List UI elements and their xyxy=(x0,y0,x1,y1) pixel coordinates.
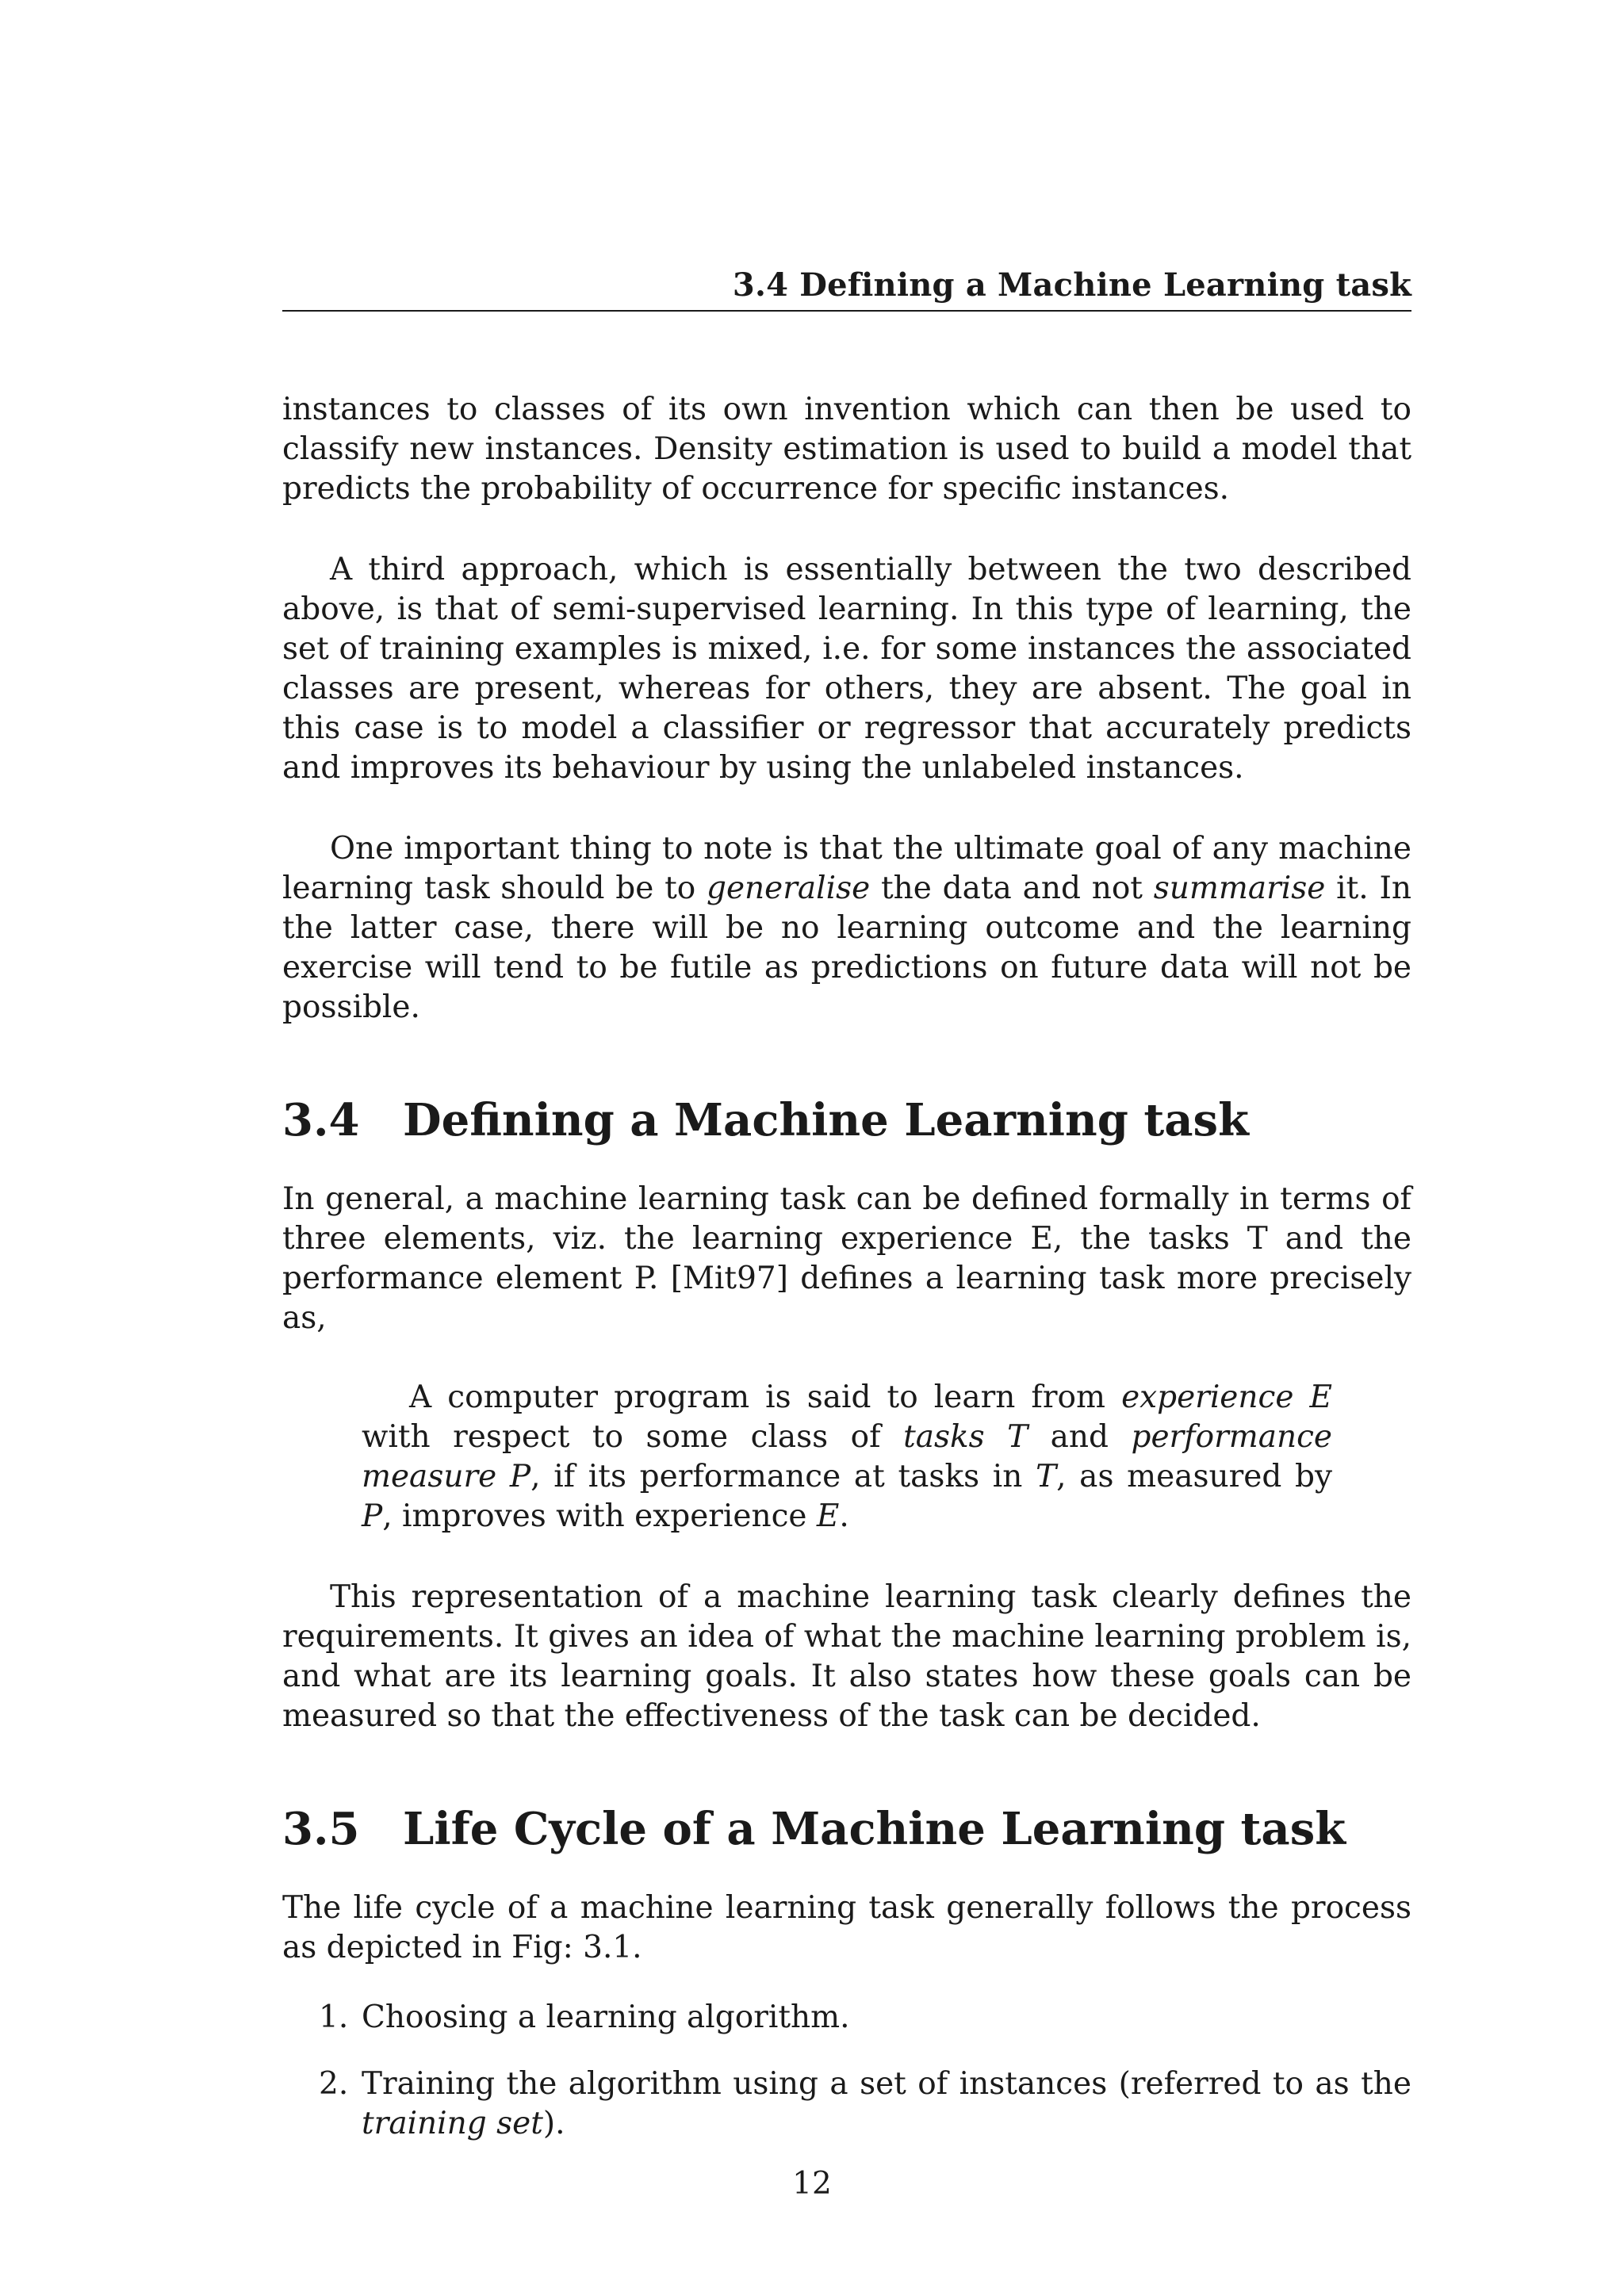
quote-part: with respect to some class of xyxy=(362,1419,904,1455)
section-3-5-intro: The life cycle of a machine learning task generally follows the process as depicted in Fig: 3.1. xyxy=(282,1890,1411,1965)
list-item-text: Choosing a learning algorithm. xyxy=(362,1999,850,2035)
section-3-4-after: This representation of a machine learning task clearly defines the requirements. It gives an idea of what the machine learning problem is, and what are its learning goals. It also states how these goals can be measured so that the effectiveness of the task can be decided. xyxy=(282,1579,1411,1734)
quote-part: and xyxy=(1028,1419,1132,1455)
quote-emphasis-p: P xyxy=(362,1498,383,1534)
emphasis-training-set: training set xyxy=(362,2106,543,2141)
list-item-text: Training the algorithm using a set of instances (referred to as the xyxy=(362,2066,1411,2102)
quote-emphasis-e: E xyxy=(816,1498,840,1534)
header-rule xyxy=(282,310,1411,312)
list-item-number: 2. xyxy=(319,2066,349,2102)
quote-emphasis-performance: performance measure P xyxy=(362,1419,1333,1494)
quote-part: , if its performance at tasks in xyxy=(530,1459,1036,1494)
list-item-text: ). xyxy=(542,2106,565,2141)
list-item xyxy=(282,2064,1411,2144)
section-title: Defining a Machine Learning task xyxy=(403,1094,1249,1146)
paragraph-3-part-c: it. In the latter case, there will be no learning outcome and the learning exercise will tend to be futile as predictions on future data will not be possible. xyxy=(282,871,1411,1025)
emphasis-generalise: generalise xyxy=(707,871,871,906)
quote-emphasis-t: T xyxy=(1036,1459,1057,1494)
page-body xyxy=(282,390,1411,2171)
quote-part: , improves with experience xyxy=(382,1498,817,1534)
running-header: 3.4 Defining a Machine Learning task xyxy=(732,266,1411,304)
section-3-4-intro: In general, a machine learning task can be defined formally in terms of three elements, viz. the learning experience E, the tasks T and the performance element P. [Mit97] defines a learning task more precisely as, xyxy=(282,1181,1411,1336)
section-heading-3-4 xyxy=(282,1093,1411,1148)
paragraph-2: A third approach, which is essentially between the two described above, is that of semi-supervised learning. In this type of learning, the set of training examples is mixed, i.e. for some instances the associated classes are present, whereas for others, they are absent. The goal in this case is to model a classifier or regressor that accurately predicts and improves its behaviour by using the unlabeled instances. xyxy=(282,552,1411,786)
quote-part: A computer program is said to learn from xyxy=(409,1380,1122,1415)
quote-part: , as measured by xyxy=(1056,1459,1332,1494)
section-number: 3.4 xyxy=(282,1094,360,1146)
list-item xyxy=(282,1998,1411,2038)
section-number: 3.5 xyxy=(282,1803,360,1855)
quote-part: . xyxy=(839,1498,849,1534)
definition-quote xyxy=(362,1378,1332,1536)
quote-emphasis-experience: experience E xyxy=(1121,1380,1332,1415)
paragraph-3 xyxy=(282,829,1411,1027)
life-cycle-steps xyxy=(282,1998,1411,2144)
paragraph-1: instances to classes of its own invention which can then be used to classify new instances. Density estimation is used to build a model that predicts the probability of occurrence for specific instances. xyxy=(282,392,1411,507)
page-number: 12 xyxy=(792,2166,832,2202)
section-heading-3-5 xyxy=(282,1801,1411,1857)
section-title: Life Cycle of a Machine Learning task xyxy=(403,1803,1346,1855)
quote-emphasis-tasks: tasks T xyxy=(903,1419,1028,1455)
definition-quote-text xyxy=(362,1378,1332,1536)
paragraph-3-part-a: One important thing to note is that the ultimate goal of any machine learning task should be to xyxy=(282,831,1411,906)
emphasis-summarise: summarise xyxy=(1153,871,1326,906)
paragraph-3-part-b: the data and not xyxy=(870,871,1154,906)
list-item-number: 1. xyxy=(319,1999,349,2035)
